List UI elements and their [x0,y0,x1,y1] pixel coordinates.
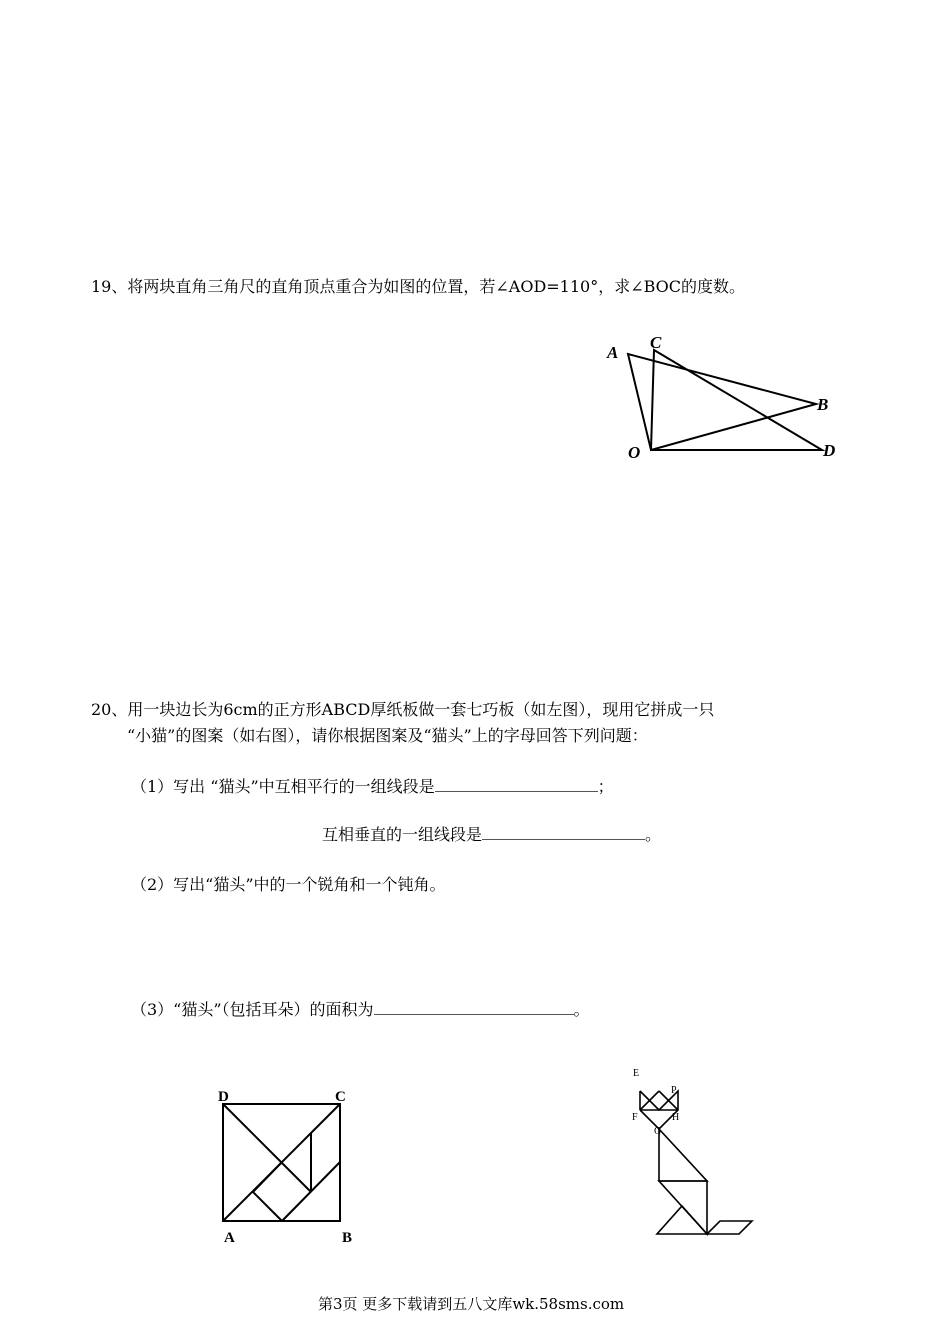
triangle-cod [651,350,822,450]
line-lower-left [253,1192,282,1221]
cat-label-e: E [633,1068,640,1079]
cat-label-f: F [632,1112,638,1123]
q20-part3-text: （3）“猫头”（包括耳朵）的面积为 [131,1000,374,1019]
q20-line1: 20、用一块边长为6cm的正方形ABCD厚纸板做一套七巧板（如左图），现用它拼成一只 [91,700,715,719]
q19-triangles-figure [600,330,850,470]
q20-part3-end: 。 [573,1000,590,1019]
cat-leg-triangle [657,1206,707,1234]
q20-part1-perpendicular [322,824,661,845]
answer-blank-parallel[interactable] [435,776,598,792]
square-label-b: B [342,1230,353,1246]
q20-part3 [131,999,590,1020]
tangram-cat-figure [625,1060,765,1245]
q19-text: 19、将两块直角三角尺的直角顶点重合为如图的位置，若∠AOD=110°，求∠BOC的度数。 [91,277,746,296]
page-footer: 第3页 更多下载请到五八文库wk.58sms.com [318,1295,625,1313]
cat-label-g: G [654,1126,662,1137]
label-o: O [628,443,641,462]
square-label-c: C [335,1089,346,1105]
q20-part2: （2）写出“猫头”中的一个锐角和一个钝角。 [131,875,446,894]
answer-blank-perpendicular[interactable] [482,824,645,840]
q20-part1-parallel-text: （1）写出 “猫头”中互相平行的一组线段是 [131,777,435,796]
label-b: B [817,395,829,414]
label-a: A [607,343,619,362]
line-parallelogram-top [253,1162,282,1192]
square-label-d: D [218,1089,229,1105]
q20-part1-parallel-end: ； [597,777,614,796]
label-c: C [650,333,662,352]
square-label-a: A [224,1230,235,1246]
cat-label-h: H [672,1112,680,1123]
answer-blank-area[interactable] [374,999,574,1015]
label-d: D [823,441,836,460]
tangram-square-figure [210,1085,370,1250]
cat-label-p: P [671,1085,677,1096]
q20-part1-perpendicular-text: 互相垂直的一组线段是 [322,825,483,844]
q20-part1-parallel [131,776,614,797]
cat-body-upper [659,1129,707,1181]
q20-line2: “小猫”的图案（如右图），请你根据图案及“猫头”上的字母回答下列问题： [127,726,648,745]
triangle-aob [628,354,816,450]
cat-tail [707,1221,752,1234]
q20-part1-perpendicular-end: 。 [645,825,662,844]
